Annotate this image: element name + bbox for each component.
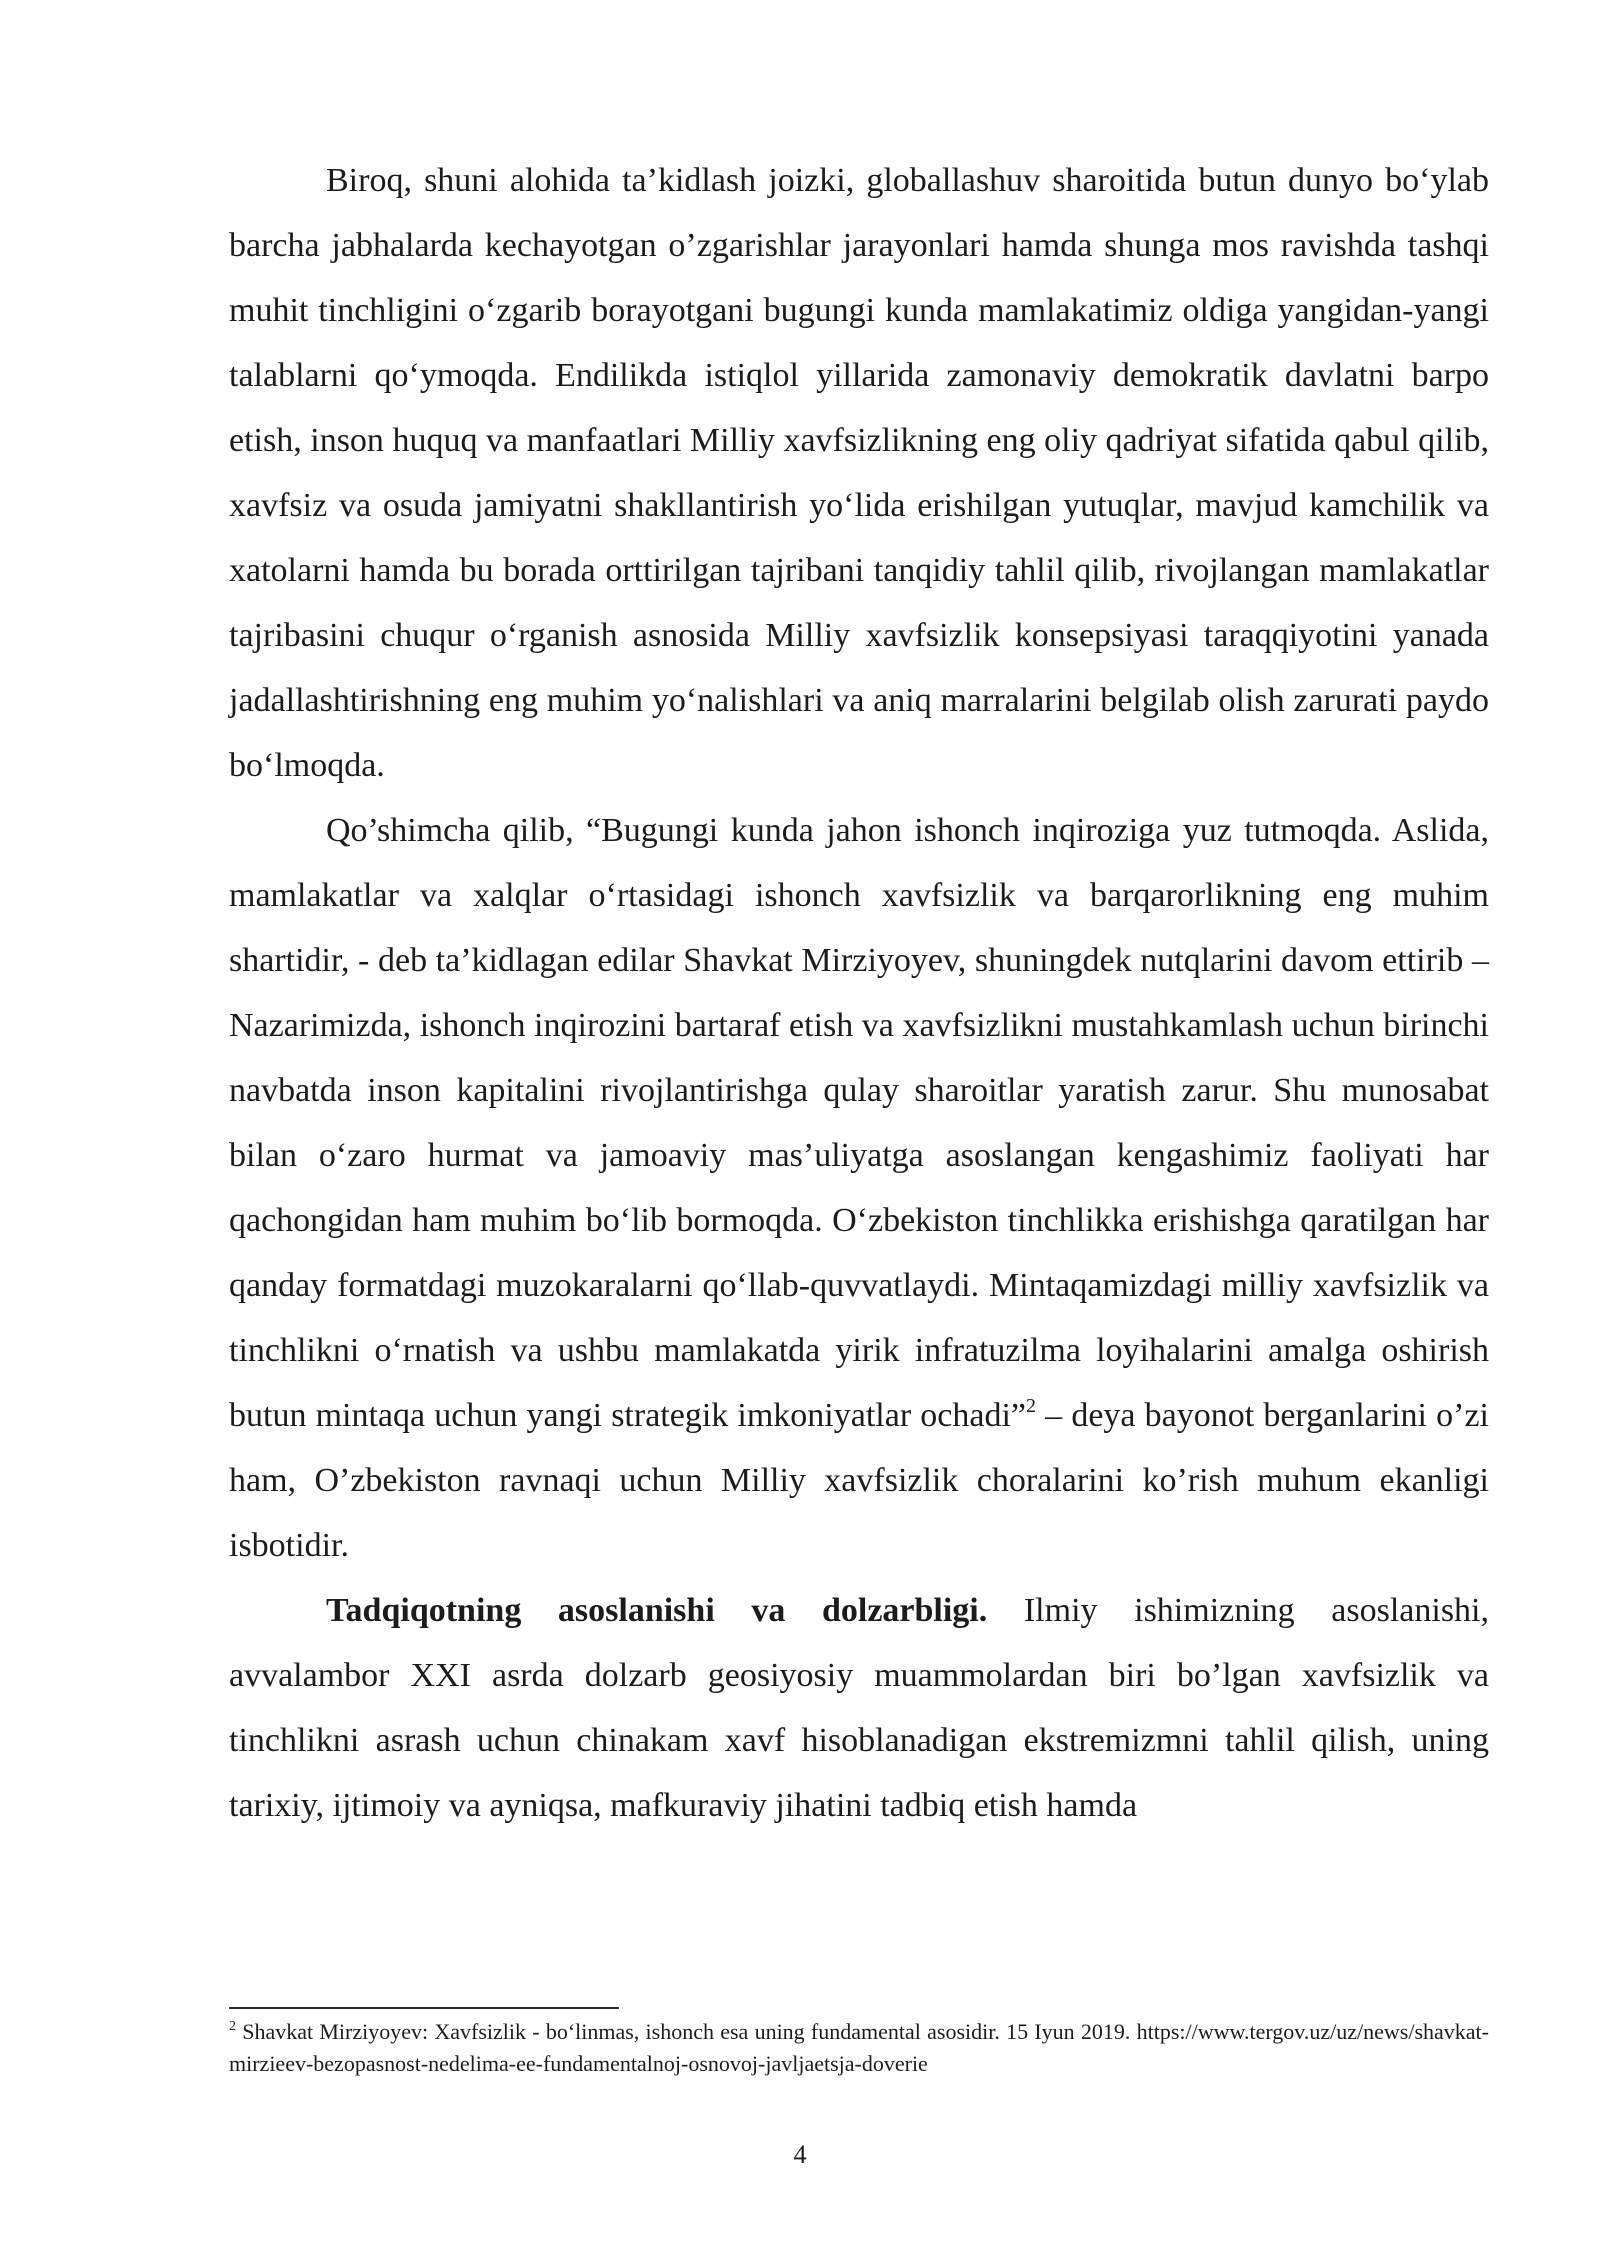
body-text	[229, 148, 1489, 1838]
paragraph-1	[229, 148, 1489, 798]
paragraph-3	[229, 1578, 1489, 1838]
page-number: 4	[793, 2140, 807, 2169]
paragraph-2-text-before: Qo’shimcha qilib, “Bugungi kunda jahon ishonch inqiroziga yuz tutmoqda. Aslida, mamlakatlar va xalqlar o‘rtasidagi ishonch xavfsizlik va barqarorlikning eng muhim shartidir, - deb ta’kidlagan edilar Shavkat Mirziyoyev, shuningdek nutqlarini davom ettirib – Nazarimizda, ishonch inqirozini bartaraf etish va xavfsizlikni mustahkamlash uchun birinchi navbatda inson kapitalini rivojlantirishga qulay sharoitlar yaratish zarur. Shu munosabat bilan o‘zaro hurmat va jamoaviy mas’uliyatga asoslangan kengashimiz faoliyati har qachongidan ham muhim bo‘lib bormoqda. O‘zbekiston tinchlikka erishishga qaratilgan har qanday formatdagi muzokaralarni qo‘llab-quvvatlaydi. Mintaqamizdagi milliy xavfsizlik va tinchlikni o‘rnatish va ushbu mamlakatda yirik infratuzilma loyihalarini amalga oshirish butun mintaqa uchun yangi strategik imkoniyatlar ochadi”	[229, 812, 1489, 1434]
footnote-separator	[229, 2007, 619, 2009]
footnote	[229, 2016, 1489, 2080]
paragraph-3-text: Ilmiy ishimizning asoslanishi, avvalambor XXI asrda dolzarb geosiyosiy muammolardan biri bo’lgan xavfsizlik va tinchlikni asrash uchun chinakam xavf hisoblanadigan ekstremizmni tahlil qilish, uning tarixiy, ijtimoiy va ayniqsa, mafkuraviy jihatini tadbiq etish hamda	[229, 1592, 1489, 1824]
paragraph-2-text-after: – deya bayonot berganlarini o’zi ham, O’zbekiston ravnaqi uchun Milliy xavfsizlik choralarini ko’rish muhum ekanligi isbotidir.	[229, 1397, 1489, 1564]
footnote-text: Shavkat Mirziyoyev: Xavfsizlik - bo‘linmas, ishonch esa uning fundamental asosidir. 15 Iyun 2019. https://www.tergov.uz/uz/news/shavkat-mirzieev-bezopasnost-nedelima-ee-fundamentalnoj-osnovoj-javljaetsja-doverie	[229, 2019, 1489, 2076]
footnote-reference[interactable]: 2	[1026, 1395, 1037, 1417]
paragraph-1-text: Biroq, shuni alohida ta’kidlash joizki, globallashuv sharoitida butun dunyo bo‘ylab barcha jabhalarda kechayotgan o’zgarishlar jarayonlari hamda shunga mos ravishda tashqi muhit tinchligini o‘zgarib borayotgani bugungi kunda mamlakatimiz oldiga yangidan-yangi talablarni qo‘ymoqda. Endilikda istiqlol yillarida zamonaviy demokratik davlatni barpo etish, inson huquq va manfaatlari Milliy xavfsizlikning eng oliy qadriyat sifatida qabul qilib, xavfsiz va osuda jamiyatni shakllantirish yo‘lida erishilgan yutuqlar, mavjud kamchilik va xatolarni hamda bu borada orttirilgan tajribani tanqidiy tahlil qilib, rivojlangan mamlakatlar tajribasini chuqur o‘rganish asnosida Milliy xavfsizlik konsepsiyasi taraqqiyotini yanada jadallashtirishning eng muhim yo‘nalishlari va aniq marralarini belgilab olish zarurati paydo bo‘lmoqda.	[229, 162, 1489, 784]
section-heading: Tadqiqotning asoslanishi va dolzarbligi.	[326, 1592, 988, 1629]
paragraph-2	[229, 798, 1489, 1578]
footnote-number: 2	[229, 2019, 236, 2034]
